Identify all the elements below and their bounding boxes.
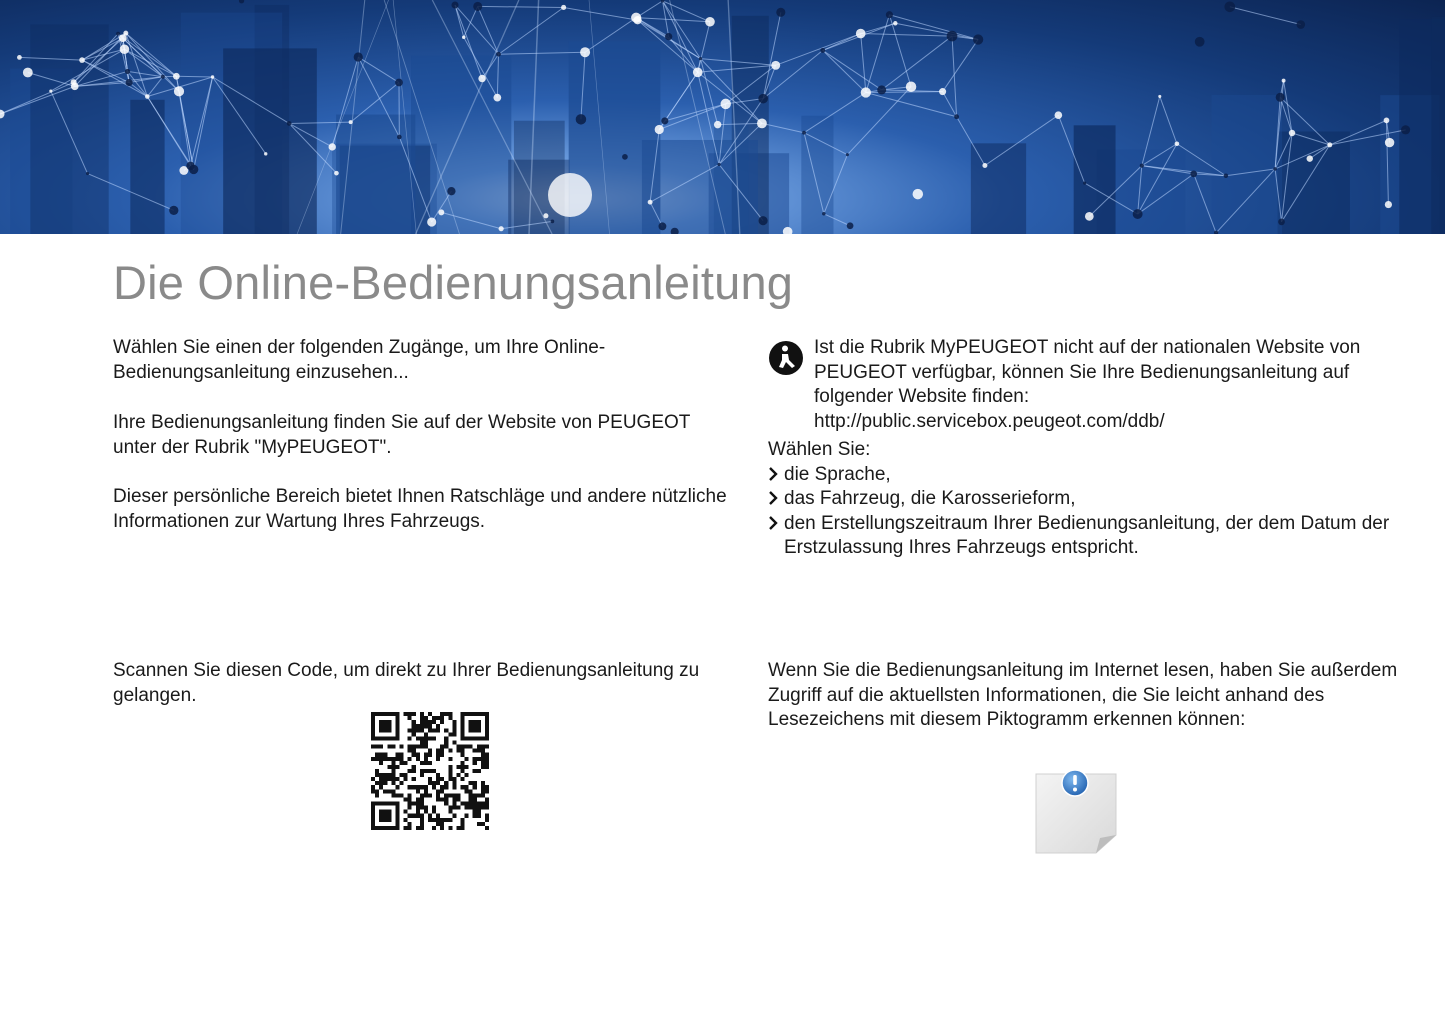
page-title: Die Online-Bedienungsanleitung [113,256,794,309]
choose-label: Wählen Sie: [768,439,871,460]
scan-instruction: Scannen Sie diesen Code, um direkt zu Ihrer Bedienungsanleitung zu gelangen. [113,660,700,706]
chevron-right-icon [768,491,778,505]
website-text: Ihre Bedienungsanleitung finden Sie auf der Website von PEUGEOT unter der Rubrik "MyPEUGEOT". [113,412,691,458]
selection-list [768,438,1398,561]
list-item [768,463,1398,488]
bookmark-info-icon [1030,765,1126,861]
list-item-label: die Sprache, [784,463,891,485]
personal-area-text: Dieser persönliche Bereich bietet Ihnen Ratschläge und andere nützliche Informationen zur Wartung Ihres Fahrzeugs. [113,486,727,532]
qr-code[interactable] [371,712,489,830]
header-banner [0,0,1445,234]
info-text: Ist die Rubrik MyPEUGEOT nicht auf der nationalen Website von PEUGEOT verfügbar, können Sie Ihre Bedienungsanleitung auf folgender Website finden: [814,337,1361,407]
chevron-right-icon [768,516,778,530]
list-item [768,487,1398,512]
info-note [768,336,1398,434]
servicebox-link[interactable]: http://public.servicebox.peugeot.com/ddb/ [814,410,1165,432]
chevron-right-icon [768,467,778,481]
list-item-label: das Fahrzeug, die Karosserieform, [784,488,1076,509]
network-city-banner-image [0,0,1445,234]
intro-text: Wählen Sie einen der folgenden Zugänge, um Ihre Online-Bedienungsanleitung einzusehen... [113,337,606,383]
list-item [768,512,1398,561]
list-item-label: den Erstellungszeitraum Ihrer Bedienungsanleitung, der dem Datum der Erstzulassung Ihres Fahrzeugs entspricht. [784,512,1390,558]
internet-info-text: Wenn Sie die Bedienungsanleitung im Internet lesen, haben Sie außerdem Zugriff auf die aktuellsten Informationen, die Sie leicht anhand des Lesezeichens mit diesem Piktogramm erkennen können: [768,660,1398,730]
info-hand-icon [768,340,804,376]
